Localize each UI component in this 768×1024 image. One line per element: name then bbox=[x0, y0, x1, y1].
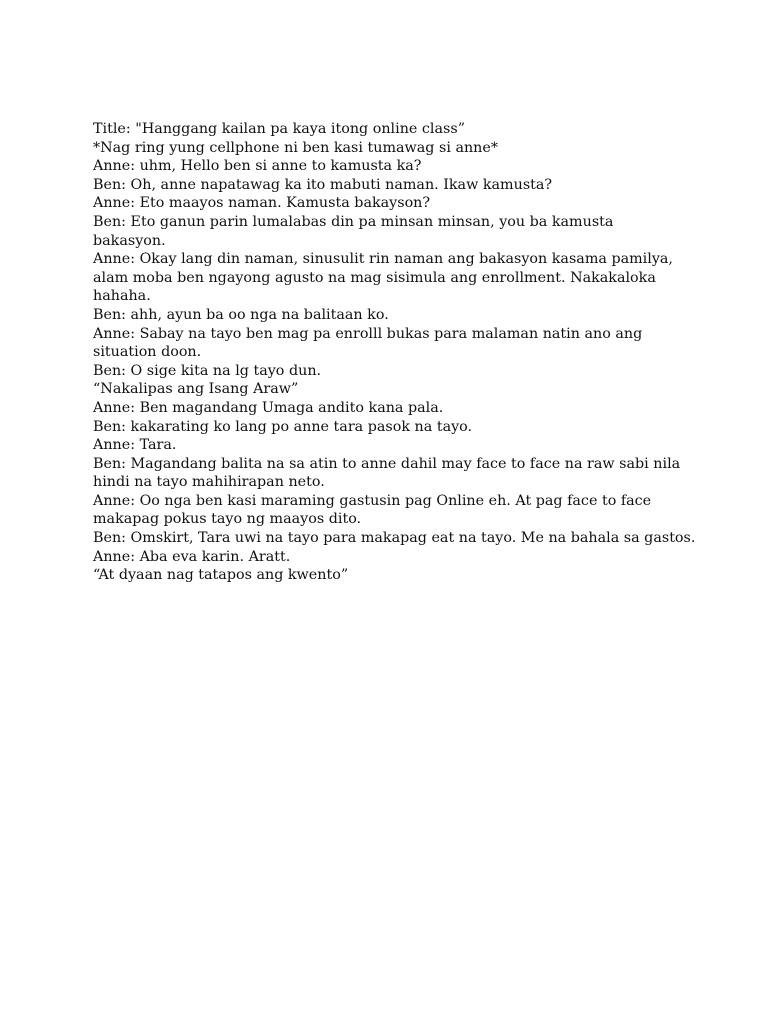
text-line: Anne: Aba eva karin. Aratt. bbox=[93, 548, 291, 565]
text-line: hindi na tayo mahihirapan neto. bbox=[93, 474, 325, 491]
text-line: Anne: Sabay na tayo ben mag pa enrolll bukas para malaman natin ano ang bbox=[93, 325, 643, 342]
text-line: Anne: Oo nga ben kasi maraming gastusin pag Online eh. At pag face to face bbox=[93, 492, 652, 509]
text-line: “At dyaan nag tatapos ang kwento” bbox=[93, 567, 349, 584]
text-line: bakasyon. bbox=[93, 232, 166, 249]
document-body bbox=[93, 120, 696, 585]
text-line: Ben: O sige kita na lg tayo dun. bbox=[93, 362, 322, 379]
text-line: makapag pokus tayo ng maayos dito. bbox=[93, 511, 362, 528]
text-line: Ben: Eto ganun parin lumalabas din pa minsan minsan, you ba kamusta bbox=[93, 213, 614, 230]
text-line: Ben: kakarating ko lang po anne tara pasok na tayo. bbox=[93, 418, 473, 435]
text-line: Ben: Omskirt, Tara uwi na tayo para makapag eat na tayo. Me na bahala sa gastos. bbox=[93, 530, 696, 547]
text-line: Ben: ahh, ayun ba oo nga na balitaan ko. bbox=[93, 306, 389, 323]
text-line: situation doon. bbox=[93, 344, 202, 361]
text-line: Anne: Eto maayos naman. Kamusta bakayson? bbox=[93, 195, 431, 212]
text-line: hahaha. bbox=[93, 288, 151, 305]
text-line: Ben: Oh, anne napatawag ka ito mabuti naman. Ikaw kamusta? bbox=[93, 176, 553, 193]
text-line: Anne: Okay lang din naman, sinusulit rin naman ang bakasyon kasama pamilya, bbox=[93, 251, 673, 268]
text-line: Anne: Tara. bbox=[93, 437, 177, 454]
text-line: Ben: Magandang balita na sa atin to anne dahil may face to face na raw sabi nila bbox=[93, 455, 681, 472]
text-line: *Nag ring yung cellphone ni ben kasi tumawag si anne* bbox=[93, 139, 498, 156]
text-line: “Nakalipas ang Isang Araw” bbox=[93, 381, 299, 398]
text-line: alam moba ben ngayong agusto na mag sisimula ang enrollment. Nakakaloka bbox=[93, 269, 656, 286]
title-line: Title: "Hanggang kailan pa kaya itong online class” bbox=[93, 121, 466, 137]
text-line: Anne: uhm, Hello ben si anne to kamusta ka? bbox=[93, 158, 422, 175]
text-line: Anne: Ben magandang Umaga andito kana pala. bbox=[93, 399, 444, 416]
